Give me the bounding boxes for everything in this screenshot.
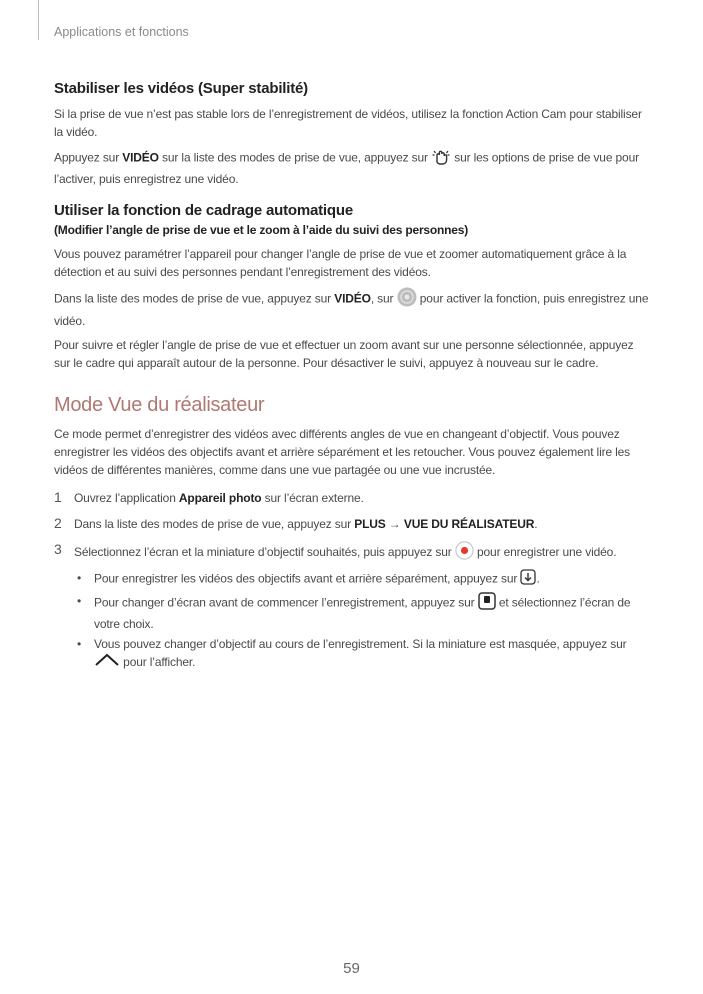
hand-stabilization-icon: [431, 147, 451, 170]
page-number: 59: [343, 960, 360, 977]
keyword: VUE DU RÉALISATEUR: [403, 517, 535, 531]
paragraph: Pour suivre et régler l’angle de prise de vue et effectuer un zoom avant sur une personne sélectionnée, appuyez sur le cadre qui apparaît autour de la personne. Pour désactiver le suivi, appuyez à nouveau sur le cadre.: [54, 338, 634, 370]
paragraph: Appuyez sur VIDÉO sur la liste des modes de prise de vue, appuyez sur sur les options de prise de vue pour l’activer, puis enregistrez une vidéo.: [54, 147, 650, 188]
bullet-item: • Vous pouvez changer d’objectif au cours de l’enregistrement. Si la miniature est masquée, appuyez sur pour l’afficher.: [74, 635, 650, 672]
step-number: 1: [54, 489, 62, 505]
keyword-video: VIDÉO: [122, 150, 159, 165]
paragraph: Si la prise de vue n’est pas stable lors de l’enregistrement de vidéos, utilisez la fonction Action Cam pour stabiliser la vidéo.: [54, 107, 642, 139]
download-separate-icon: [520, 569, 536, 590]
margin-rule: [38, 0, 39, 40]
keyword: PLUS: [354, 517, 386, 531]
section-vue-realisateur: [54, 394, 650, 672]
step-number: 2: [54, 515, 62, 531]
page-content: [54, 80, 650, 674]
paragraph: Ce mode permet d’enregistrer des vidéos avec différents angles de vue en changeant d’objectif. Vous pouvez enregistrer les vidéos des objectifs avant et arrière séparément et les retoucher. Vous pouvez également lire les vidéos de différentes manières, comme dans une vue partagée ou une vue incrustée.: [54, 427, 631, 477]
bullet-item: • Pour enregistrer les vidéos des objectifs avant et arrière séparément, appuyez sur .: [74, 569, 650, 590]
auto-framing-icon: [397, 287, 417, 312]
keyword-video: VIDÉO: [334, 291, 371, 306]
section-super-stabilite: [54, 80, 650, 188]
chevron-up-icon: [94, 653, 120, 672]
step-1: 1 Ouvrez l’application Appareil photo sur l’écran externe.: [54, 489, 364, 505]
paragraph: Dans la liste des modes de prise de vue, appuyez sur VIDÉO, sur pour activer la fonction, puis enregistrez une vidéo.: [54, 287, 650, 330]
section-title: Utiliser la fonction de cadrage automatique: [54, 202, 353, 219]
section-subtitle: (Modifier l’angle de prise de vue et le zoom à l’aide du suivi des personnes): [54, 223, 469, 237]
bullet-list: [74, 569, 650, 672]
step-number: 3: [54, 541, 62, 557]
keyword: Appareil photo: [178, 491, 262, 505]
chapter-title: Mode Vue du réalisateur: [54, 394, 265, 416]
step-3: 3 Sélectionnez l’écran et la miniature d’objectif souhaités, puis appuyez sur pour enregistrer une vidéo.: [54, 541, 650, 565]
section-cadrage-auto: [54, 202, 650, 372]
step-2: 2 Dans la liste des modes de prise de vue, appuyez sur PLUS → VUE DU RÉALISATEUR.: [54, 515, 538, 531]
running-header: Applications et fonctions: [54, 25, 189, 39]
bullet-item: • Pour changer d’écran avant de commencer l’enregistrement, appuyez sur et sélectionnez l’écran de votre choix.: [77, 594, 631, 631]
screen-switch-icon: [478, 592, 496, 615]
section-title: Stabiliser les vidéos (Super stabilité): [54, 80, 308, 97]
record-icon: [455, 541, 474, 565]
paragraph: Vous pouvez paramétrer l’appareil pour changer l’angle de prise de vue et zoomer automatiquement grâce à la détection et au suivi des personnes pendant l’enregistrement des vidéos.: [54, 247, 627, 279]
